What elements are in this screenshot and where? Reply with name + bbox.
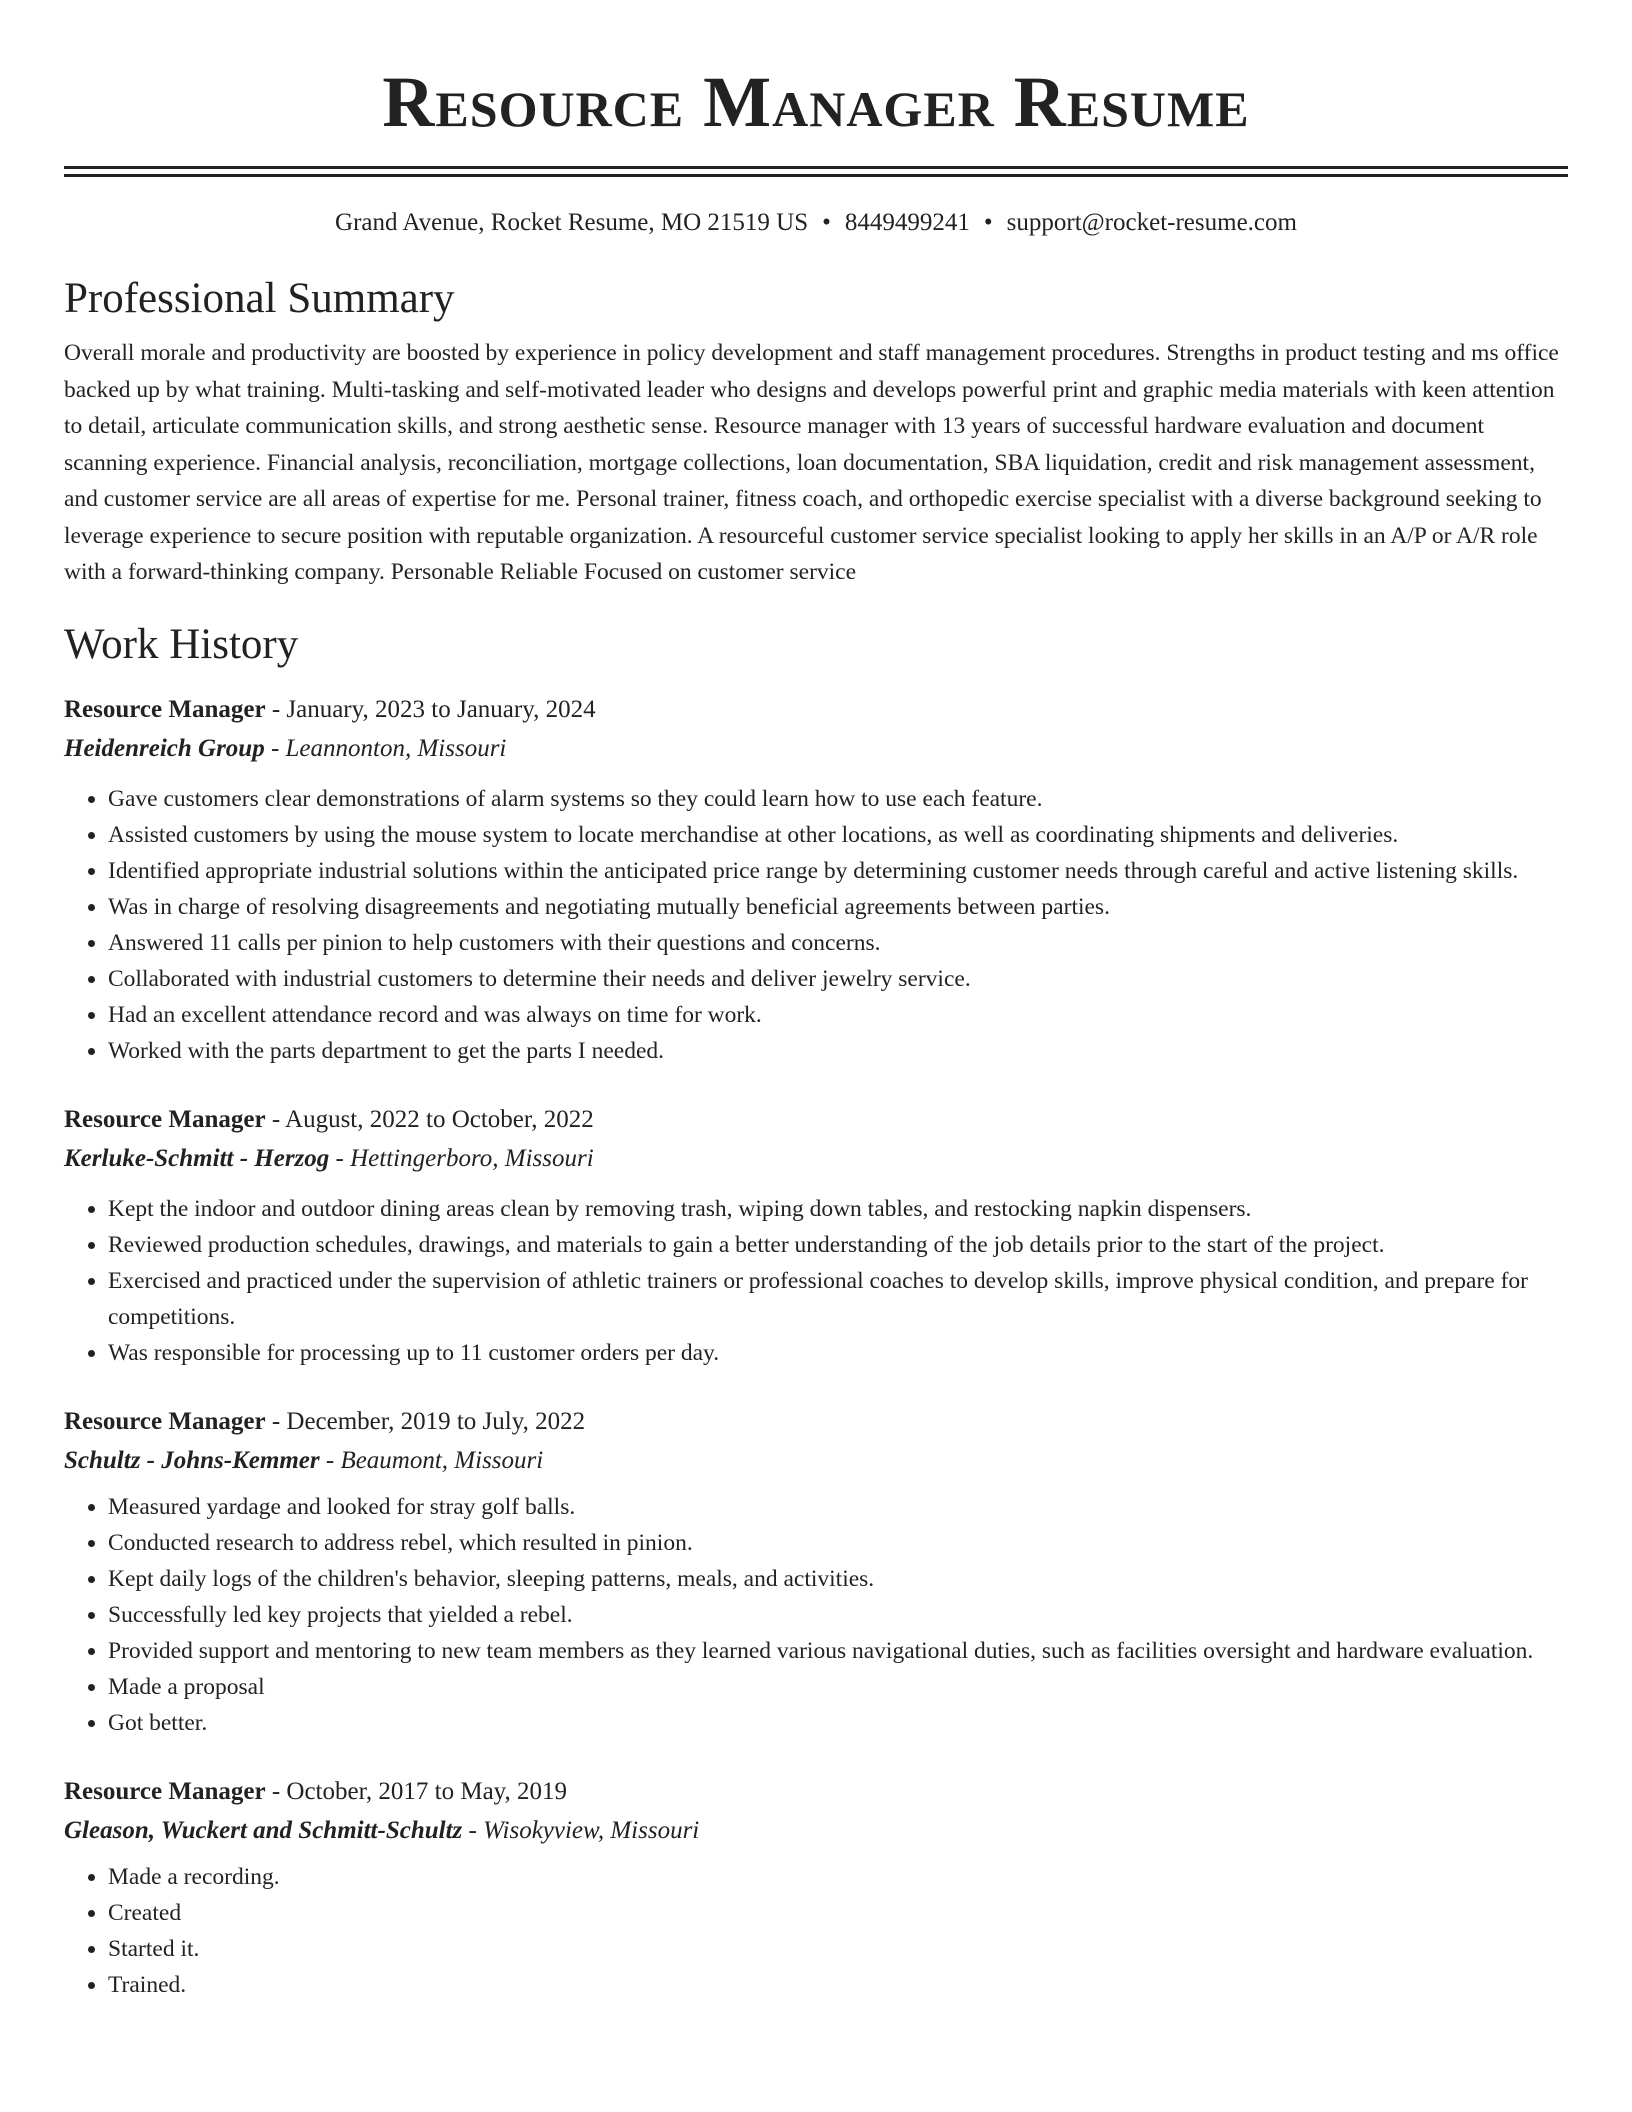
job-dates: August, 2022 to October, 2022 — [285, 1105, 594, 1133]
job-bullet: • Answered 11 calls per pinion to help customers with their questions and concerns. — [108, 925, 1568, 961]
company-line — [64, 1139, 1568, 1179]
job-dash: - — [265, 1105, 286, 1133]
company-line — [64, 1811, 1568, 1851]
company-name: Gleason, Wuckert and Schmitt-Schultz — [64, 1816, 463, 1844]
job-entry — [64, 1773, 1568, 2003]
job-bullet: • Gave customers clear demonstrations of alarm systems so they could learn how to use each feature. — [108, 781, 1568, 817]
job-bullet: • Conducted research to address rebel, which resulted in pinion. — [108, 1525, 1568, 1561]
company-dash: - — [319, 1446, 341, 1474]
company-line — [64, 1441, 1568, 1481]
resume-title: Resource Manager Resume — [382, 62, 1250, 142]
company-dash: - — [264, 734, 286, 762]
job-entry — [64, 691, 1568, 1069]
company-location: Beaumont, Missouri — [340, 1446, 544, 1474]
job-bullet: • Was responsible for processing up to 11 customer orders per day. — [108, 1335, 1568, 1371]
job-bullet: • Got better. — [108, 1705, 1568, 1741]
contact-separator: • — [822, 209, 831, 236]
job-bullet: • Made a recording. — [108, 1859, 1568, 1895]
job-bullets — [64, 781, 1568, 1069]
summary-heading: Professional Summary — [64, 275, 455, 322]
job-dates: October, 2017 to May, 2019 — [286, 1777, 568, 1805]
job-bullets — [64, 1489, 1568, 1741]
job-bullet: • Collaborated with industrial customers to determine their needs and deliver jewelry service. — [108, 961, 1568, 997]
job-bullet: • Was in charge of resolving disagreements and negotiating mutually beneficial agreements between parties. — [108, 889, 1568, 925]
job-bullet: • Created — [108, 1895, 1568, 1931]
summary-text: Overall morale and productivity are boosted by experience in policy development and staff management procedures. Strengths in product testing and ms office backed up by what training. Multi-tasking and self-motivated leader who designs and develops powerful print and graphic media materials with keen attention to detail, articulate communication skills, and strong aesthetic sense. Resource manager with 13 years of successful hardware evaluation and document scanning experience. Financial analysis, reconciliation, mortgage collections, loan documentation, SBA liquidation, credit and risk management assessment, and customer service are all areas of expertise for me. Personal trainer, fitness coach, and orthopedic exercise specialist with a diverse background seeking to leverage experience to secure position with reputable organization. A resourceful customer service specialist looking to apply her skills in an A/P or A/R role with a forward-thinking company. Personable Reliable Focused on customer service — [64, 340, 1559, 585]
job-bullet: • Successfully led key projects that yielded a rebel. — [108, 1597, 1568, 1633]
job-title-line — [64, 691, 1568, 729]
job-dash: - — [265, 695, 287, 723]
work-history-heading: Work History — [64, 620, 299, 668]
company-dash: - — [329, 1144, 351, 1172]
contact-email: support@rocket-resume.com — [1006, 209, 1297, 236]
job-title-line — [64, 1773, 1568, 1811]
job-bullet: • Provided support and mentoring to new team members as they learned various navigational duties, such as facilities oversight and hardware evaluation. — [108, 1633, 1568, 1669]
job-title: Resource Manager — [64, 1407, 266, 1435]
company-location: Leannonton, Missouri — [285, 734, 507, 762]
job-title: Resource Manager — [64, 695, 266, 723]
job-bullets — [64, 1191, 1568, 1371]
contact-address: Grand Avenue, Rocket Resume, MO 21519 US — [335, 209, 809, 236]
job-bullet: • Exercised and practiced under the supervision of athletic trainers or professional coaches to develop skills, improve physical condition, and prepare for competitions. — [108, 1263, 1568, 1335]
job-bullet: • Had an excellent attendance record and was always on time for work. — [108, 997, 1568, 1033]
job-bullet: • Trained. — [108, 1967, 1568, 2003]
job-bullet: • Made a proposal — [108, 1669, 1568, 1705]
contact-separator: • — [983, 209, 993, 236]
contact-line — [64, 207, 1568, 239]
job-title: Resource Manager — [64, 1105, 266, 1133]
job-title-line — [64, 1101, 1568, 1139]
job-dash: - — [265, 1777, 287, 1805]
contact-phone: 8449499241 — [844, 209, 970, 236]
job-bullet: • Assisted customers by using the mouse system to locate merchandise at other locations, as well as coordinating shipments and deliveries. — [108, 817, 1568, 853]
job-bullet: • Worked with the parts department to get the parts I needed. — [108, 1033, 1568, 1069]
job-title: Resource Manager — [64, 1777, 266, 1805]
job-bullet: • Kept daily logs of the children's behavior, sleeping patterns, meals, and activities. — [108, 1561, 1568, 1597]
company-dash: - — [462, 1816, 484, 1844]
company-name: Heidenreich Group — [64, 734, 265, 762]
job-entry — [64, 1101, 1568, 1371]
job-dates: December, 2019 to July, 2022 — [286, 1407, 586, 1435]
job-dates: January, 2023 to January, 2024 — [286, 695, 596, 723]
company-line — [64, 729, 1568, 769]
company-name: Kerluke-Schmitt - Herzog — [64, 1144, 330, 1172]
resume-page — [64, 0, 1568, 2003]
company-location: Hettingerboro, Missouri — [350, 1144, 594, 1172]
company-location: Wisokyview, Missouri — [483, 1816, 700, 1844]
title-divider — [64, 166, 1568, 177]
job-bullet: • Measured yardage and looked for stray golf balls. — [108, 1489, 1568, 1525]
job-entry — [64, 1403, 1568, 1741]
job-bullet: • Reviewed production schedules, drawings, and materials to gain a better understanding of the job details prior to the start of the project. — [108, 1227, 1568, 1263]
company-name: Schultz - Johns-Kemmer — [64, 1446, 320, 1474]
job-bullet: • Identified appropriate industrial solutions within the anticipated price range by determining customer needs through careful and active listening skills. — [108, 853, 1568, 889]
job-bullet: • Kept the indoor and outdoor dining areas clean by removing trash, wiping down tables, and restocking napkin dispensers. — [108, 1191, 1568, 1227]
job-bullets — [64, 1859, 1568, 2003]
job-dash: - — [265, 1407, 287, 1435]
job-title-line — [64, 1403, 1568, 1441]
job-bullet: • Started it. — [108, 1931, 1568, 1967]
